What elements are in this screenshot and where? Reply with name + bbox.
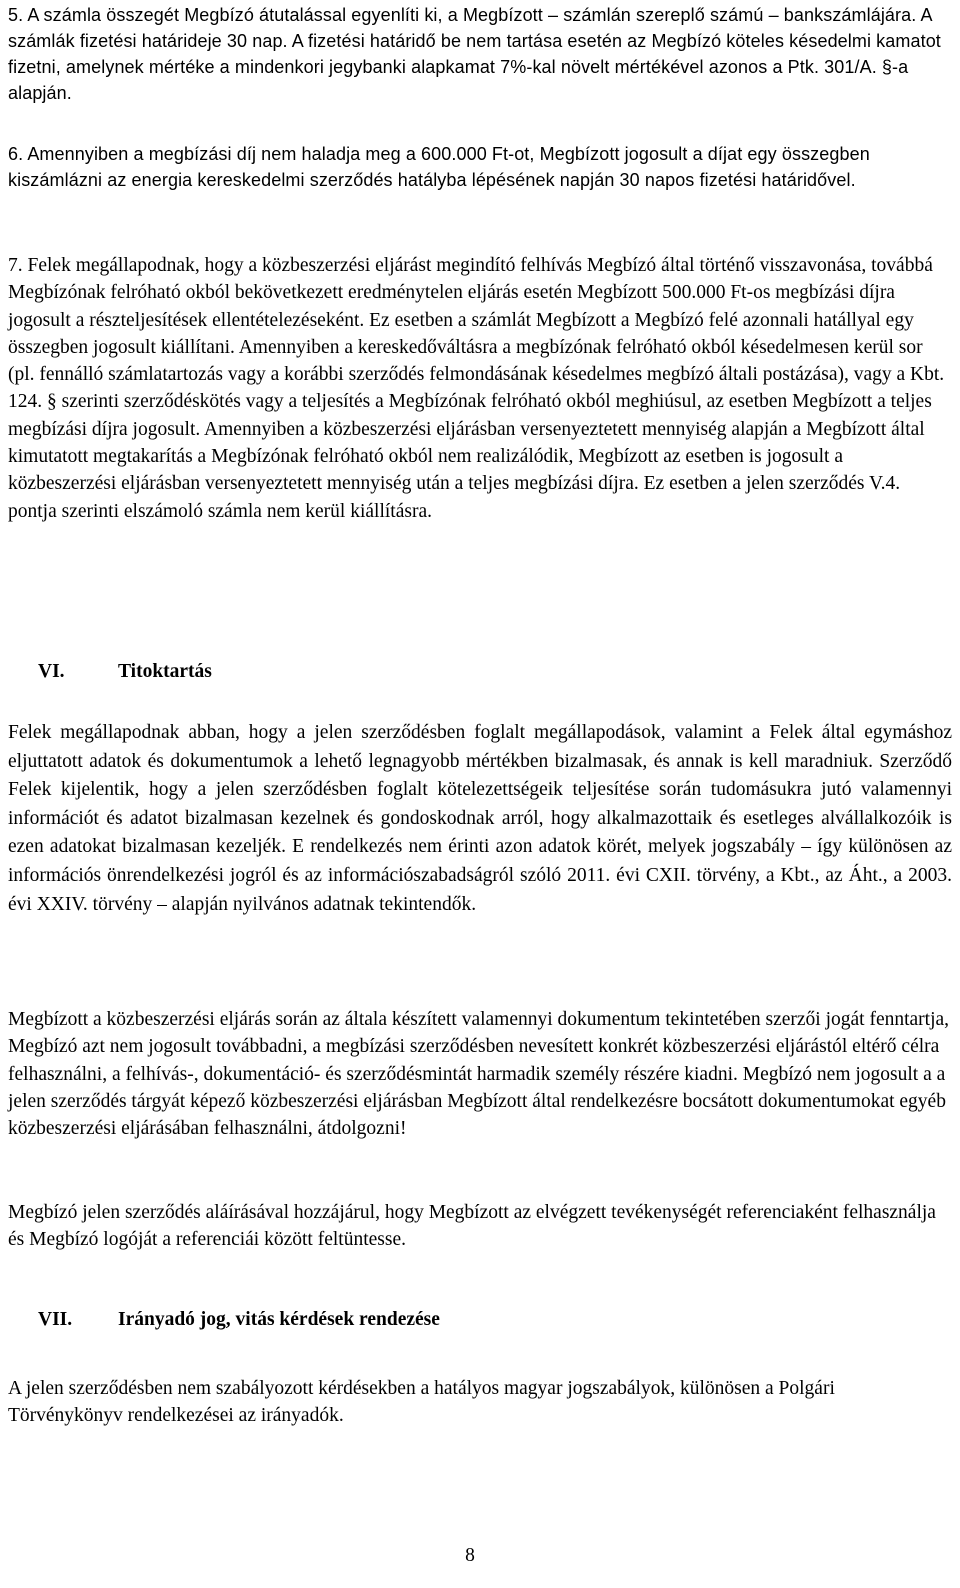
reference-paragraph: Megbízó jelen szerződés aláírásával hozzájárul, hogy Megbízott az elvégzett tevékenységét referenciaként felhasználja és Megbízó logóját a referenciái között feltüntesse. — [8, 1202, 936, 1251]
section-title: Titoktartás — [118, 661, 212, 682]
confidentiality-paragraph: Felek megállapodnak abban, hogy a jelen szerződésben foglalt megállapodások, valamint a Felek által egymáshoz eljuttatott adatok és dokumentumok a lehető legnagyobb mértékben bizalmasak, és annak is kell maradniuk. Szerződő Felek kijelentik, hogy a jelen szerződésben foglalt kötelezettségeik teljesítése során tudomásukra jutó valamennyi információt és adatot bizalmasan kezelnek és gondoskodnak arról, hogy alkalmazottaik és esetleges alvállalkozóik is ezen adatokat bizalmasan kezeljék. E rendelkezés nem érinti azon adatok körét, melyek jogszabály – így különösen az információs önrendelkezési jogról és az információszabadságról szóló 2011. évi CXII. törvény, a Kbt., az Áht., a 2003. évi XXIV. törvény – alapján nyilvános adatnak tekintendők. — [8, 722, 952, 915]
section-number: VI. — [38, 661, 65, 682]
section-heading-iranyado-jog — [38, 1307, 440, 1333]
section-number: VII. — [38, 1309, 73, 1330]
clause-5-paragraph: 5. A számla összegét Megbízó átutalással egyenlíti ki, a Megbízott – számlán szereplő számú – bankszámlájára. A számlák fizetési határideje 30 nap. A fizetési határidő be nem tartása esetén az Megbízó köteles késedelmi kamatot fizetni, amelynek mértéke a mindenkori jegybanki alapkamat 7%-kal növelt mértékével azonos a Ptk. 301/A. §-a alapján. — [8, 5, 941, 103]
section-heading-titoktartas — [38, 659, 212, 685]
section-title: Irányadó jog, vitás kérdések rendezése — [118, 1309, 440, 1330]
clause-7-paragraph: 7. Felek megállapodnak, hogy a közbeszerzési eljárást megindító felhívás Megbízó által történő visszavonása, továbbá Megbízónak felróható okból bekövetkezett eredménytelen eljárás esetén Megbízott 500.000 Ft-os megbízási díjra jogosult a részteljesítések ellentételezéseként. Ez esetben a számlát Megbízott a Megbízó felé azonnali hatállyal egy összegben jogosult kiállítani. Amennyiben a kereskedőváltásra a megbízónak felróható okból késedelmesen kerül sor (pl. fennálló számlatartozás vagy a korábbi szerződés felmondásának késedelmes megbízó általi postázása), vagy a Kbt. 124. § szerinti szerződéskötés vagy a teljesítés a Megbízónak felróható okból meghiúsul, az esetben Megbízott a teljes megbízási díjra jogosult. Amennyiben a közbeszerzési eljárásban versenyeztetett mennyiség alapján a Megbízott által kimutatott megtakarítás a Megbízónak felróható okból nem realizálódik, Megbízott az esetben is jogosult a közbeszerzési eljárásban versenyeztetett mennyiség után a teljes megbízási díjra. Ez esetben a jelen szerződés V.4. pontja szerinti elszámoló számla nem kerül kiállításra. — [8, 255, 945, 522]
governing-law-paragraph: A jelen szerződésben nem szabályozott kérdésekben a hatályos magyar jogszabályok, különösen a Polgári Törvénykönyv rendelkezései az irányadók. — [8, 1378, 835, 1427]
clause-6-paragraph: 6. Amennyiben a megbízási díj nem haladja meg a 600.000 Ft-ot, Megbízott jogosult a díjat egy összegben kiszámlázni az energia kereskedelmi szerződés hatályba lépésének napján 30 napos fizetési határidővel. — [8, 144, 870, 190]
page-number: 8 — [465, 1545, 475, 1566]
copyright-paragraph: Megbízott a közbeszerzési eljárás során az általa készített valamennyi dokumentum tekintetében szerzői jogát fenntartja, Megbízó azt nem jogosult továbbadni, a megbízási szerződésben nevesített konkrét közbeszerzési eljárástól eltérő célra felhasználni, a felhívás-, dokumentáció- és szerződésmintát harmadik személy részére kiadni. Megbízó nem jogosult a a jelen szerződés tárgyát képező közbeszerzési eljárásban Megbízott által rendelkezésre bocsátott dokumentumokat egyéb közbeszerzési eljárásában felhasználni, átdolgozni! — [8, 1009, 950, 1140]
